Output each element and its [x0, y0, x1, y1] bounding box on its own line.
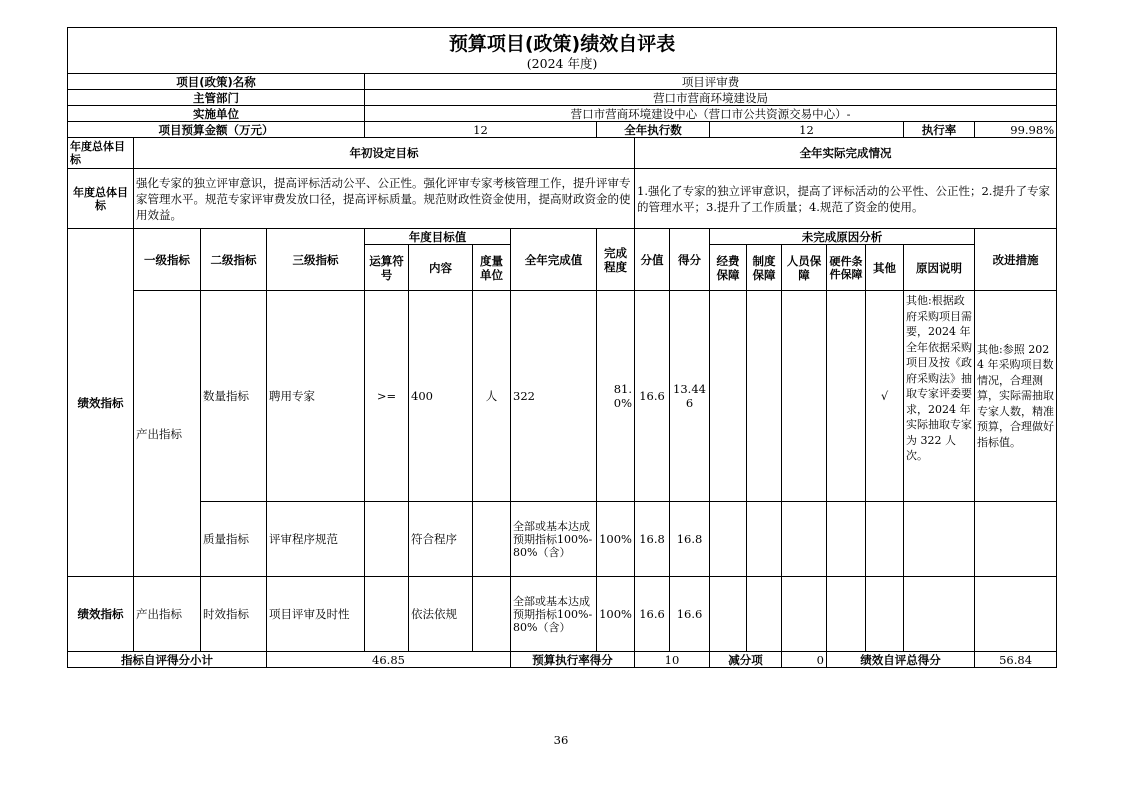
evaluation-sheet: [67, 27, 1056, 668]
exec-label: 全年执行数: [597, 122, 710, 138]
header-level2: 二级指标: [201, 229, 267, 291]
subtotal-label: 指标自评得分小计: [68, 652, 267, 668]
unit-label: 实施单位: [68, 106, 365, 122]
header-level1: 一级指标: [134, 229, 201, 291]
row1-system: [747, 291, 782, 502]
total-label: 绩效自评总得分: [827, 652, 975, 668]
table-row: [68, 502, 1057, 577]
row3-level1: 产出指标: [134, 577, 201, 652]
budget-score-value: 10: [635, 652, 710, 668]
row3-degree: 100%: [597, 577, 635, 652]
total-value: 56.84: [975, 652, 1057, 668]
row2-score-value: 16.8: [635, 502, 670, 577]
row2-degree: 100%: [597, 502, 635, 577]
header-score: 得分: [670, 229, 710, 291]
row3-hardware: [827, 577, 866, 652]
perf-label: 绩效指标: [68, 229, 134, 577]
row3-completed: 全部或基本达成预期指标100%-80%（含）: [511, 577, 597, 652]
header-system: 制度保障: [747, 245, 782, 291]
budget-label: 项目预算金额（万元）: [68, 122, 365, 138]
header-hardware: 硬件条件保障: [827, 245, 866, 291]
budget-score-label: 预算执行率得分: [511, 652, 635, 668]
row1-level2: 数量指标: [201, 291, 267, 502]
rate-label: 执行率: [904, 122, 975, 138]
unit-value: 营口市营商环境建设中心（营口市公共资源交易中心）-: [365, 106, 1057, 122]
row3-system: [747, 577, 782, 652]
rate-value: 99.98%: [975, 122, 1057, 138]
row2-improvement: [975, 502, 1057, 577]
row3-other: [866, 577, 904, 652]
header-degree: 完成程度: [597, 229, 635, 291]
exec-value: 12: [710, 122, 904, 138]
row1-hardware: [827, 291, 866, 502]
initial-goal-header: 年初设定目标: [134, 138, 635, 169]
goal-row-label: 年度总体目标: [68, 169, 134, 229]
row2-level3: 评审程序规范: [267, 502, 365, 577]
dept-label: 主管部门: [68, 90, 365, 106]
row1-score: 13.446: [670, 291, 710, 502]
header-reason-group: 未完成原因分析: [710, 229, 975, 245]
table-row: [68, 577, 1057, 652]
row2-hardware: [827, 502, 866, 577]
subtotal-value: 46.85: [267, 652, 511, 668]
header-target-group: 年度目标值: [365, 229, 511, 245]
header-personnel: 人员保障: [782, 245, 827, 291]
row3-score-value: 16.6: [635, 577, 670, 652]
row3-personnel: [782, 577, 827, 652]
page-subtitle: (2024 年度): [526, 55, 598, 71]
row3-funding: [710, 577, 747, 652]
row1-other: √: [866, 291, 904, 502]
row2-completed: 全部或基本达成预期指标100%-80%（含）: [511, 502, 597, 577]
row1-unit: 人: [473, 291, 511, 502]
row1-score-value: 16.6: [635, 291, 670, 502]
header-funding: 经费保障: [710, 245, 747, 291]
row3-unit: [473, 577, 511, 652]
row2-explanation: [904, 502, 975, 577]
page-number: 36: [553, 733, 569, 747]
title-cell: [68, 28, 1057, 74]
row2-operator: [365, 502, 409, 577]
header-completed: 全年完成值: [511, 229, 597, 291]
row1-personnel: [782, 291, 827, 502]
header-score-value: 分值: [635, 229, 670, 291]
project-name-label: 项目(政策)名称: [68, 74, 365, 90]
actual-goal-text: 1.强化了专家的独立评审意识，提高了评标活动的公平性、公正性；2.提升了专家的管理水平；3.提升了工作质量；4.规范了资金的使用。: [635, 169, 1057, 229]
deduct-label: 减分项: [710, 652, 782, 668]
row3-level3: 项目评审及时性: [267, 577, 365, 652]
header-operator: 运算符号: [365, 245, 409, 291]
row1-completed: 322: [511, 291, 597, 502]
dept-value: 营口市营商环境建设局: [365, 90, 1057, 106]
row1-operator: >=: [365, 291, 409, 502]
actual-goal-header: 全年实际完成情况: [635, 138, 1057, 169]
row1-degree: 81.0%: [597, 291, 635, 502]
row1-explanation: 其他:根据政府采购项目需要，2024 年全年依据采购项目及按《政府采购法》抽取专家评委要求，2024 年实际抽取专家为 322 人次。: [904, 291, 975, 502]
header-improvement: 改进措施: [975, 229, 1057, 291]
row1-funding: [710, 291, 747, 502]
header-content: 内容: [409, 245, 473, 291]
row3-content: 依法依规: [409, 577, 473, 652]
row2-funding: [710, 502, 747, 577]
header-unit: 度量单位: [473, 245, 511, 291]
row2-system: [747, 502, 782, 577]
row1-level1: 产出指标: [134, 291, 201, 577]
page-title: 预算项目(政策)绩效自评表: [448, 32, 676, 55]
row3-explanation: [904, 577, 975, 652]
row3-score: 16.6: [670, 577, 710, 652]
table-row: [68, 291, 1057, 502]
row2-other: [866, 502, 904, 577]
row2-score: 16.8: [670, 502, 710, 577]
row2-personnel: [782, 502, 827, 577]
row2-content: 符合程序: [409, 502, 473, 577]
row1-level3: 聘用专家: [267, 291, 365, 502]
project-name-value: 项目评审费: [365, 74, 1057, 90]
row1-content: 400: [409, 291, 473, 502]
row2-unit: [473, 502, 511, 577]
header-other: 其他: [866, 245, 904, 291]
row3-operator: [365, 577, 409, 652]
deduct-value: 0: [782, 652, 827, 668]
row3-level2: 时效指标: [201, 577, 267, 652]
header-level3: 三级指标: [267, 229, 365, 291]
budget-value: 12: [365, 122, 597, 138]
header-explanation: 原因说明: [904, 245, 975, 291]
row1-improvement: 其他:参照 2024 年采购项目数情况，合理测算，实际需抽取专家人数，精准预算，合理做好指标值。: [975, 291, 1057, 502]
evaluation-table: [67, 27, 1057, 668]
row3-perf-label: 绩效指标: [68, 577, 134, 652]
initial-goal-text: 强化专家的独立评审意识，提高评标活动公平、公正性。强化评审专家考核管理工作，提升评审专家管理水平。规范专家评审费发放口径，提高评标质量。规范财政性资金使用，提高财政资金的使用效益。: [134, 169, 635, 229]
goal-header-label: 年度总体目标: [68, 138, 134, 169]
row3-improvement: [975, 577, 1057, 652]
row2-level2: 质量指标: [201, 502, 267, 577]
